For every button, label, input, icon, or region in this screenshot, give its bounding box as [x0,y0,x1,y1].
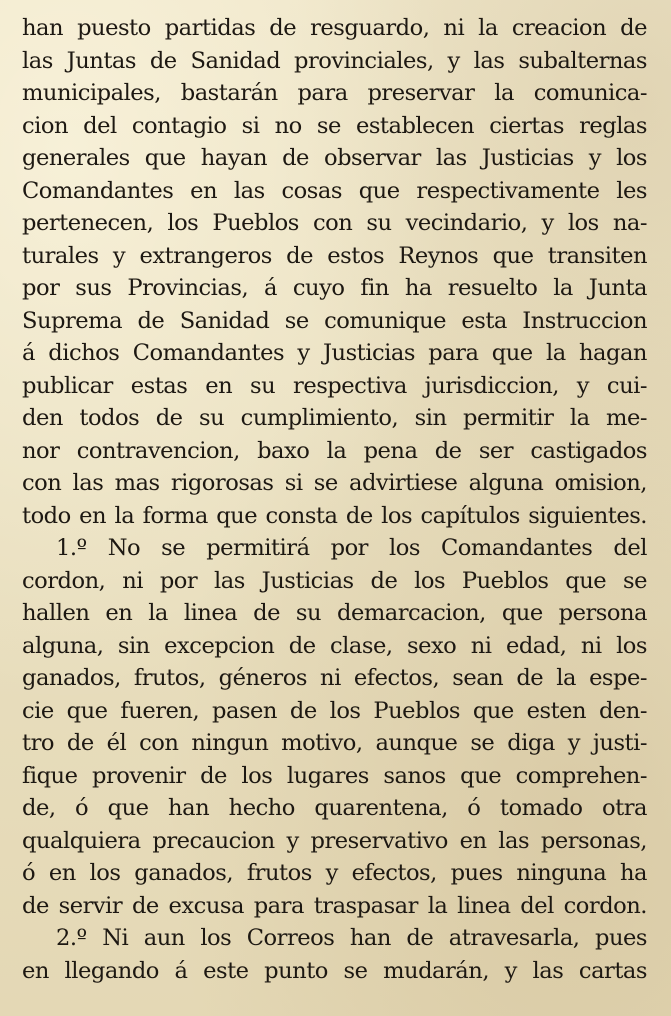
article-2-first-line: 2.º Ni aun los Correos han de atravesarla, pues [56,925,647,951]
text-line: ganados, frutos, géneros ni efectos, sean de la espe- [22,665,647,691]
text-line: fique provenir de los lugares sanos que comprehen- [22,762,647,789]
text-line: por sus Provincias, á cuyo fin ha resuelto la Junta [22,275,647,301]
text-line: cordon, ni por las Justicias de los Pueblos que se [22,567,647,594]
text-line: ó en los ganados, frutos y efectos, pues ninguna ha [22,860,647,886]
text-line: cie que fueren, pasen de los Pueblos que esten den- [22,697,647,724]
text-line: con las mas rigorosas si se advirtiese alguna omision, [22,470,647,496]
text-line: Comandantes en las cosas que respectivamente les [22,177,647,204]
text-line: en llegando á este punto se mudarán, y las cartas [22,957,647,984]
text-line: de servir de excusa para traspasar la linea del cordon. [22,892,647,919]
text-line: nor contravencion, baxo la pena de ser castigados [22,437,647,464]
text-line: tro de él con ningun motivo, aunque se diga y justi- [22,730,647,756]
body-text [22,12,647,987]
text-line: Suprema de Sanidad se comunique esta Instruccion [22,307,647,334]
text-line: generales que hayan de observar las Justicias y los [22,145,647,171]
text-line: publicar estas en su respectiva jurisdiccion, y cui- [22,372,647,399]
text-line: las Juntas de Sanidad provinciales, y las subalternas [22,47,647,74]
text-line: turales y extrangeros de estos Reynos que transiten [22,242,647,269]
text-line: á dichos Comandantes y Justicias para que la hagan [22,340,647,366]
text-line: qualquiera precaucion y preservativo en las personas, [22,827,647,854]
text-line: den todos de su cumplimiento, sin permitir la me- [22,405,647,431]
text-line: cion del contagio si no se establecen ciertas reglas [22,112,647,139]
text-line: pertenecen, los Pueblos con su vecindario, y los na- [22,210,647,236]
article-1-first-line: 1.º No se permitirá por los Comandantes del [56,535,647,561]
text-line: hallen en la linea de su demarcacion, que persona [22,600,647,626]
text-line: alguna, sin excepcion de clase, sexo ni edad, ni los [22,632,647,659]
text-line: de, ó que han hecho quarentena, ó tomado otra [22,795,647,821]
text-line: todo en la forma que consta de los capítulos siguientes. [22,502,647,529]
text-line: municipales, bastarán para preservar la comunica- [22,80,647,106]
text-line: han puesto partidas de resguardo, ni la creacion de [22,15,647,41]
